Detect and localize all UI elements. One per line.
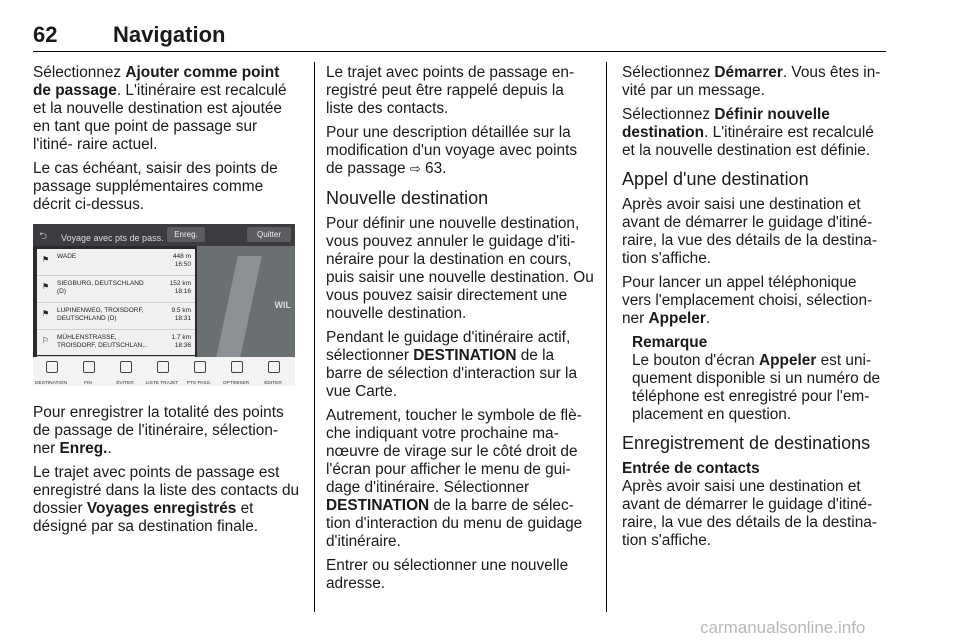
map-label: WIL [274, 300, 291, 310]
paragraph: Le trajet avec points de passage en- registré peut être rappelé depuis la liste des contacts. [326, 64, 575, 117]
heading-nouvelle-destination: Nouvelle destination [326, 188, 489, 208]
toolbar-pts-pass[interactable]: PTS PASS. [186, 381, 212, 386]
page-number: 62 [33, 22, 58, 47]
paragraph: Après avoir saisi une destination et avant de démarrer le guidage d'itiné- raire, la vue des détails de la destina- tion s'affiche. [622, 478, 877, 549]
paragraph: Pour définir une nouvelle destination, vous pouvez annuler le guidage d'iti- néraire pour la destination en cours, puis saisir une nouvelle destination. Ou vous pouvez saisir directement une nouvelle destination. [326, 215, 594, 322]
toolbar-destination[interactable]: DESTINATION [35, 381, 67, 386]
list-item[interactable]: ⚑ LUPINENWEG, TROISDORF, DEUTSCHLAND (D) 9.5 km 18:31 [37, 303, 195, 330]
paragraph: Pendant le guidage d'itinéraire actif, sélectionner DESTINATION de la barre de sélection d'interaction sur la vue Carte. [326, 329, 578, 400]
screenshot-title: Voyage avec pts de pass. [61, 233, 164, 243]
waypoint-icon: ⚑ [42, 255, 50, 264]
edit-icon [268, 361, 280, 373]
heading-enregistrement: Enregistrement de destinations [622, 433, 871, 453]
column-divider-1 [314, 62, 315, 612]
list-item[interactable]: ⚑ SIEGBURG, DEUTSCHLAND (D) 152 km 18:16 [37, 276, 195, 303]
interaction-bar [33, 357, 295, 386]
paragraph: Le trajet avec points de passage est enregistré dans la liste des contacts du dossier Voyages enregistrés et désigné par sa destination finale. [33, 464, 300, 535]
optimize-icon [231, 361, 243, 373]
subheading-contacts: Entrée de contacts [622, 460, 760, 477]
note-title: Remarque [632, 334, 708, 351]
column-1 [33, 64, 301, 542]
waypoint-list [37, 249, 195, 355]
toolbar-eviter[interactable]: ÉVITER [116, 381, 134, 386]
waypoint-icon: ⚑ [42, 282, 50, 291]
quit-button[interactable]: Quitter [247, 227, 291, 242]
list-item[interactable]: ⚑ WADE 448 m 16:50 [37, 249, 195, 276]
back-icon: ⮌ [39, 231, 48, 242]
section-title: Navigation [113, 22, 226, 47]
paragraph: Après avoir saisi une destination et avant de démarrer le guidage d'itiné- raire, la vue des détails de la destina- tion s'affiche. [622, 196, 877, 267]
route-list-icon [157, 361, 169, 373]
note-box [632, 334, 888, 424]
heading-appel-destination: Appel d'une destination [622, 169, 809, 189]
list-item[interactable]: ⚐ MÜHLENSTRASSE, TROISDORF, DEUTSCHLAN... 1.7 km 18:36 [37, 330, 195, 357]
toolbar-editer[interactable]: ÉDITER [264, 381, 282, 386]
paragraph: Autrement, toucher le symbole de flè- che indiquant votre prochaine ma- nœuvre de virage sur le côté droit de l'écran pour afficher le menu de gui- dage d'itinéraire. Sélectionner DESTINATION de la barre de sélec- tion d'interaction du menu de guidage d'itinéraire. [326, 407, 583, 550]
header-rule [33, 51, 886, 52]
waypoints-icon [194, 361, 206, 373]
paragraph: Sélectionnez Ajouter comme point de passage. L'itinéraire est recalculé et la nouvelle destination est ajoutée en tant que point de passage sur l'itiné- raire actuel. [33, 64, 287, 153]
watermark: carmanualsonline.info [700, 618, 866, 637]
map-view[interactable] [197, 246, 295, 358]
paragraph: Sélectionnez Démarrer. Vous êtes in- vité par un message. [622, 64, 881, 99]
column-3 [622, 64, 888, 556]
paragraph: Le cas échéant, saisir des points de passage supplémentaires comme décrit ci-dessus. [33, 160, 278, 213]
road [216, 256, 262, 358]
navigation-screenshot [33, 224, 295, 386]
column-2 [326, 64, 594, 599]
search-icon [46, 361, 58, 373]
column-divider-2 [606, 62, 607, 612]
paragraph: Pour lancer un appel téléphonique vers l'emplacement choisi, sélection- ner Appeler. [622, 274, 873, 327]
toolbar-liste-trajet[interactable]: LISTE TRAJET [145, 381, 179, 386]
destination-flag-icon: ⚐ [42, 336, 50, 345]
avoid-icon [120, 361, 132, 373]
screenshot-titlebar [33, 224, 295, 246]
paragraph: Pour une description détaillée sur la modification d'un voyage avec points de passage ⇨ 63. [326, 124, 578, 177]
toolbar-optimiser[interactable]: OPTIMISER [222, 381, 250, 386]
page-header [33, 22, 886, 50]
toolbar-fin[interactable]: FIN [84, 381, 92, 386]
paragraph: Sélectionnez Définir nouvelle destination. L'itinéraire est recalculé et la nouvelle destination est définie. [622, 106, 874, 159]
note-text: Le bouton d'écran Appeler est uni- quement disponible si un numéro de téléphone est enregistré pour l'em- placement en question. [632, 352, 881, 423]
paragraph: Entrer ou sélectionner une nouvelle adresse. [326, 557, 569, 592]
paragraph: Pour enregistrer la totalité des points de passage de l'itinéraire, sélection- ner Enreg.. [33, 404, 284, 457]
waypoint-icon: ⚑ [42, 309, 50, 318]
page-reference-arrow-icon: ⇨ [409, 162, 421, 177]
finish-icon [83, 361, 95, 373]
save-button[interactable]: Enreg. [167, 227, 205, 242]
